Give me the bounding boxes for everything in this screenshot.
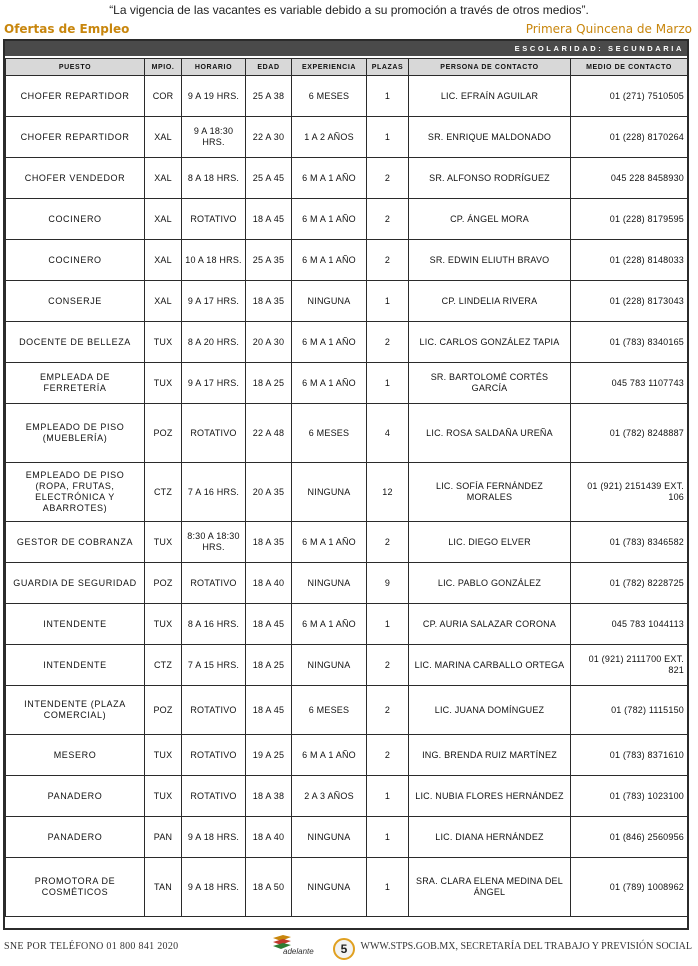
contact-medium-cell: 01 (783) 8371610 [571, 735, 688, 776]
table-row [6, 817, 688, 858]
column-header: HORARIO [182, 59, 246, 76]
municipality-cell: XAL [145, 117, 182, 158]
vacancies-cell: 2 [367, 199, 409, 240]
municipality-cell: XAL [145, 281, 182, 322]
job-title-cell: EMPLEADO DE PISO (MUEBLERÍA) [6, 404, 145, 463]
schedule-cell: ROTATIVO [182, 199, 246, 240]
job-title-cell: INTENDENTE [6, 604, 145, 645]
column-header: EXPERIENCIA [292, 59, 367, 76]
job-title-cell: COCINERO [6, 240, 145, 281]
experience-cell: 6 M A 1 AÑO [292, 240, 367, 281]
contact-person-cell: LIC. DIANA HERNÁNDEZ [409, 817, 571, 858]
contact-medium-cell: 01 (921) 2111700 EXT. 821 [571, 645, 688, 686]
job-title-cell: CONSERJE [6, 281, 145, 322]
schedule-cell: 9 A 18 HRS. [182, 817, 246, 858]
vacancies-cell: 2 [367, 735, 409, 776]
contact-medium-cell: 01 (783) 8346582 [571, 522, 688, 563]
vacancies-cell: 9 [367, 563, 409, 604]
schedule-cell: 9 A 19 HRS. [182, 76, 246, 117]
table-row [6, 76, 688, 117]
contact-person-cell: SR. ENRIQUE MALDONADO [409, 117, 571, 158]
municipality-cell: TUX [145, 322, 182, 363]
schedule-cell: 8:30 A 18:30 HRS. [182, 522, 246, 563]
schedule-cell: 9 A 17 HRS. [182, 363, 246, 404]
schedule-cell: 9 A 17 HRS. [182, 281, 246, 322]
contact-medium-cell: 01 (789) 1008962 [571, 858, 688, 917]
experience-cell: 6 M A 1 AÑO [292, 604, 367, 645]
contact-medium-cell: 01 (783) 1023100 [571, 776, 688, 817]
contact-person-cell: SR. ALFONSO RODRÍGUEZ [409, 158, 571, 199]
footer-website: WWW.STPS.GOB.MX, SECRETARÍA DEL TRABAJO Y PREVISIÓN SOCIAL [360, 941, 692, 952]
schedule-cell: 8 A 18 HRS. [182, 158, 246, 199]
table-row [6, 158, 688, 199]
municipality-cell: XAL [145, 240, 182, 281]
experience-cell: 6 M A 1 AÑO [292, 735, 367, 776]
logo-text: adelante [283, 947, 314, 956]
contact-medium-cell: 01 (782) 1115150 [571, 686, 688, 735]
age-range-cell: 18 A 45 [246, 686, 292, 735]
age-range-cell: 22 A 30 [246, 117, 292, 158]
table-row [6, 404, 688, 463]
contact-medium-cell: 045 783 1044113 [571, 604, 688, 645]
age-range-cell: 25 A 38 [246, 76, 292, 117]
age-range-cell: 18 A 38 [246, 776, 292, 817]
column-header: PUESTO [6, 59, 145, 76]
schedule-cell: 7 A 15 HRS. [182, 645, 246, 686]
vacancies-cell: 1 [367, 817, 409, 858]
age-range-cell: 18 A 45 [246, 199, 292, 240]
table-row [6, 363, 688, 404]
vacancies-cell: 2 [367, 522, 409, 563]
job-title-cell: GUARDIA DE SEGURIDAD [6, 563, 145, 604]
contact-medium-cell: 01 (782) 8228725 [571, 563, 688, 604]
experience-cell: 6 M A 1 AÑO [292, 199, 367, 240]
schedule-cell: 8 A 20 HRS. [182, 322, 246, 363]
age-range-cell: 19 A 25 [246, 735, 292, 776]
municipality-cell: TAN [145, 858, 182, 917]
municipality-cell: POZ [145, 404, 182, 463]
experience-cell: NINGUNA [292, 858, 367, 917]
section-title: Ofertas de Empleo [4, 22, 130, 36]
age-range-cell: 20 A 35 [246, 463, 292, 522]
vacancies-cell: 12 [367, 463, 409, 522]
schedule-cell: ROTATIVO [182, 686, 246, 735]
table-row [6, 240, 688, 281]
schedule-cell: ROTATIVO [182, 563, 246, 604]
contact-person-cell: CP. ÁNGEL MORA [409, 199, 571, 240]
age-range-cell: 25 A 35 [246, 240, 292, 281]
page-number: 5 [333, 938, 355, 960]
vacancies-cell: 2 [367, 158, 409, 199]
vacancies-cell: 1 [367, 76, 409, 117]
experience-cell: NINGUNA [292, 281, 367, 322]
contact-person-cell: LIC. MARINA CARBALLO ORTEGA [409, 645, 571, 686]
municipality-cell: TUX [145, 363, 182, 404]
column-header: MPIO. [145, 59, 182, 76]
schedule-cell: 9 A 18 HRS. [182, 858, 246, 917]
job-title-cell: DOCENTE DE BELLEZA [6, 322, 145, 363]
contact-person-cell: CP. AURIA SALAZAR CORONA [409, 604, 571, 645]
experience-cell: 6 M A 1 AÑO [292, 158, 367, 199]
vacancy-notice: “La vigencia de las vacantes es variable debido a su promoción a través de otros medios”. [109, 3, 589, 17]
age-range-cell: 18 A 25 [246, 363, 292, 404]
contact-person-cell: SRA. CLARA ELENA MEDINA DEL ÁNGEL [409, 858, 571, 917]
vacancies-cell: 1 [367, 117, 409, 158]
job-title-cell: EMPLEADO DE PISO (ROPA, FRUTAS, ELECTRÓNICA Y ABARROTES) [6, 463, 145, 522]
job-title-cell: CHOFER REPARTIDOR [6, 117, 145, 158]
table-row [6, 117, 688, 158]
contact-person-cell: LIC. EFRAÍN AGUILAR [409, 76, 571, 117]
municipality-cell: CTZ [145, 463, 182, 522]
contact-medium-cell: 01 (228) 8170264 [571, 117, 688, 158]
vacancies-cell: 2 [367, 240, 409, 281]
footer-phone: SNE POR TELÉFONO 01 800 841 2020 [4, 941, 179, 952]
age-range-cell: 18 A 45 [246, 604, 292, 645]
contact-medium-cell: 01 (846) 2560956 [571, 817, 688, 858]
column-header: MEDIO DE CONTACTO [571, 59, 688, 76]
contact-person-cell: LIC. SOFÍA FERNÁNDEZ MORALES [409, 463, 571, 522]
experience-cell: NINGUNA [292, 817, 367, 858]
municipality-cell: CTZ [145, 645, 182, 686]
age-range-cell: 25 A 45 [246, 158, 292, 199]
municipality-cell: XAL [145, 158, 182, 199]
experience-cell: 6 M A 1 AÑO [292, 322, 367, 363]
contact-person-cell: LIC. PABLO GONZÁLEZ [409, 563, 571, 604]
schedule-cell: ROTATIVO [182, 404, 246, 463]
age-range-cell: 18 A 35 [246, 522, 292, 563]
municipality-cell: PAN [145, 817, 182, 858]
experience-cell: 2 A 3 AÑOS [292, 776, 367, 817]
age-range-cell: 18 A 25 [246, 645, 292, 686]
contact-person-cell: LIC. ROSA SALDAÑA UREÑA [409, 404, 571, 463]
table-row [6, 281, 688, 322]
table-row [6, 522, 688, 563]
job-title-cell: CHOFER REPARTIDOR [6, 76, 145, 117]
vacancies-cell: 2 [367, 686, 409, 735]
contact-person-cell: ING. BRENDA RUIZ MARTÍNEZ [409, 735, 571, 776]
municipality-cell: TUX [145, 522, 182, 563]
schedule-cell: 10 A 18 HRS. [182, 240, 246, 281]
job-title-cell: EMPLEADA DE FERRETERÍA [6, 363, 145, 404]
experience-cell: 6 MESES [292, 404, 367, 463]
table-header-row [6, 59, 688, 76]
table-row [6, 686, 688, 735]
age-range-cell: 18 A 40 [246, 563, 292, 604]
experience-cell: 6 MESES [292, 76, 367, 117]
table-row [6, 776, 688, 817]
contact-person-cell: SR. EDWIN ELIUTH BRAVO [409, 240, 571, 281]
municipality-cell: TUX [145, 776, 182, 817]
job-title-cell: PANADERO [6, 776, 145, 817]
experience-cell: NINGUNA [292, 463, 367, 522]
vacancies-cell: 1 [367, 858, 409, 917]
age-range-cell: 20 A 30 [246, 322, 292, 363]
contact-medium-cell: 045 228 8458930 [571, 158, 688, 199]
table-row [6, 199, 688, 240]
job-title-cell: MESERO [6, 735, 145, 776]
job-title-cell: PANADERO [6, 817, 145, 858]
table-row [6, 858, 688, 917]
job-title-cell: PROMOTORA DE COSMÉTICOS [6, 858, 145, 917]
municipality-cell: POZ [145, 563, 182, 604]
vacancies-cell: 1 [367, 363, 409, 404]
table-row [6, 645, 688, 686]
contact-medium-cell: 01 (228) 8173043 [571, 281, 688, 322]
contact-medium-cell: 01 (782) 8248887 [571, 404, 688, 463]
adelante-logo [271, 934, 331, 960]
age-range-cell: 22 A 48 [246, 404, 292, 463]
experience-cell: 6 M A 1 AÑO [292, 363, 367, 404]
contact-medium-cell: 01 (783) 8340165 [571, 322, 688, 363]
experience-cell: NINGUNA [292, 563, 367, 604]
contact-medium-cell: 045 783 1107743 [571, 363, 688, 404]
vacancies-cell: 1 [367, 281, 409, 322]
schedule-cell: 9 A 18:30 HRS. [182, 117, 246, 158]
job-title-cell: COCINERO [6, 199, 145, 240]
vacancies-cell: 2 [367, 645, 409, 686]
contact-person-cell: SR. BARTOLOMÉ CORTÉS GARCÍA [409, 363, 571, 404]
job-title-cell: CHOFER VENDEDOR [6, 158, 145, 199]
contact-medium-cell: 01 (228) 8179595 [571, 199, 688, 240]
experience-cell: 6 MESES [292, 686, 367, 735]
column-header: EDAD [246, 59, 292, 76]
table-row [6, 322, 688, 363]
schooling-banner: ESCOLARIDAD: SECUNDARIA [5, 41, 687, 56]
contact-person-cell: LIC. DIEGO ELVER [409, 522, 571, 563]
experience-cell: NINGUNA [292, 645, 367, 686]
contact-medium-cell: 01 (271) 7510505 [571, 76, 688, 117]
table-row [6, 604, 688, 645]
age-range-cell: 18 A 35 [246, 281, 292, 322]
column-header: PLAZAS [367, 59, 409, 76]
municipality-cell: TUX [145, 735, 182, 776]
column-header: PERSONA DE CONTACTO [409, 59, 571, 76]
vacancies-cell: 4 [367, 404, 409, 463]
job-title-cell: INTENDENTE (PLAZA COMERCIAL) [6, 686, 145, 735]
age-range-cell: 18 A 50 [246, 858, 292, 917]
table-row [6, 735, 688, 776]
vacancies-cell: 1 [367, 604, 409, 645]
schedule-cell: ROTATIVO [182, 776, 246, 817]
contact-medium-cell: 01 (228) 8148033 [571, 240, 688, 281]
contact-person-cell: LIC. NUBIA FLORES HERNÁNDEZ [409, 776, 571, 817]
contact-medium-cell: 01 (921) 2151439 EXT. 106 [571, 463, 688, 522]
experience-cell: 6 M A 1 AÑO [292, 522, 367, 563]
schedule-cell: ROTATIVO [182, 735, 246, 776]
vacancies-cell: 1 [367, 776, 409, 817]
table-row [6, 463, 688, 522]
municipality-cell: XAL [145, 199, 182, 240]
municipality-cell: TUX [145, 604, 182, 645]
contact-person-cell: LIC. JUANA DOMÍNGUEZ [409, 686, 571, 735]
schedule-cell: 7 A 16 HRS. [182, 463, 246, 522]
age-range-cell: 18 A 40 [246, 817, 292, 858]
vacancies-cell: 2 [367, 322, 409, 363]
job-title-cell: GESTOR DE COBRANZA [6, 522, 145, 563]
schedule-cell: 8 A 16 HRS. [182, 604, 246, 645]
municipality-cell: COR [145, 76, 182, 117]
table-row [6, 563, 688, 604]
period-label: Primera Quincena de Marzo [525, 22, 692, 36]
job-offers-table [5, 58, 688, 917]
contact-person-cell: LIC. CARLOS GONZÁLEZ TAPIA [409, 322, 571, 363]
job-title-cell: INTENDENTE [6, 645, 145, 686]
municipality-cell: POZ [145, 686, 182, 735]
contact-person-cell: CP. LINDELIA RIVERA [409, 281, 571, 322]
experience-cell: 1 A 2 AÑOS [292, 117, 367, 158]
